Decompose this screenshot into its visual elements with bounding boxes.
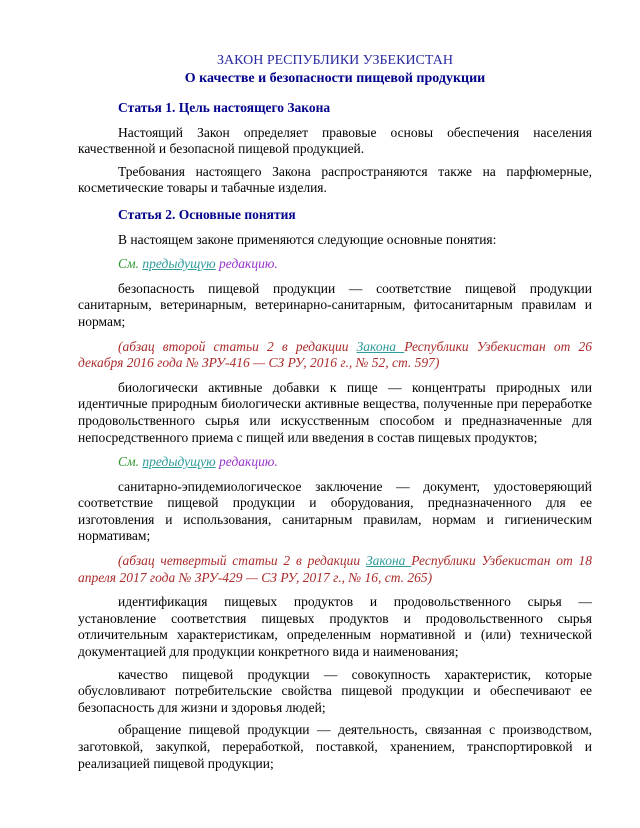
law-link[interactable]: Закона (366, 553, 412, 569)
paragraph: Настоящий Закон определяет правовые основы обеспечения населения качественной и безопасной пищевой продукцией. (78, 124, 592, 157)
document-subtitle: О качестве и безопасности пищевой продукции (184, 71, 486, 86)
paragraph: обращение пищевой продукции — деятельность, связанная с производством, заготовкой, закупкой, переработкой, поставкой, хранением, транспортировкой и реализацией пищевой продукции; (78, 722, 592, 771)
paragraph: В настоящем законе применяются следующие основные понятия: (118, 231, 497, 247)
see-note-prefix: См. (118, 256, 143, 272)
previous-edition-link[interactable]: предыдущую (142, 256, 216, 272)
amendment-text-after: Республики Узбекистан от 26 декабря 2016 года № ЗРУ-416 — СЗ РУ, 2016 г., № 52, ст. 597) (78, 338, 592, 371)
paragraph: биологически активные добавки к пище — концентраты природных или идентичные природным биологически активные вещества, полученные при переработке продовольственного сырья или искусственным способом и предназначенные для непосредственного приема с пищей или введения в состав пищевых продуктов; (78, 379, 592, 445)
previous-edition-link[interactable]: предыдущую (142, 454, 216, 470)
paragraph: безопасность пищевой продукции — соответствие пищевой продукции санитарным, ветеринарным, ветеринарно-санитарным, фитосанитарным правилам и нормам; (78, 280, 592, 329)
amendment-text-after: Республики Узбекистан от 18 апреля 2017 года № ЗРУ-429 — СЗ РУ, 2017 г., № 16, ст. 265) (78, 553, 593, 585)
see-previous-edition-note (78, 454, 592, 471)
paragraph: санитарно-эпидемиологическое заключение — документ, удостоверяющий соответствие пищевой продукции и оборудования, предназначенного для ее изготовления и использования, санитарным правилам, нормам и гигиеническим нормативам; (78, 478, 592, 544)
amendment-note (78, 553, 592, 586)
see-note-suffix: редакцию. (215, 256, 278, 272)
amendment-text-before: (абзац четвертый статьи 2 в редакции (118, 553, 366, 569)
article-2-heading: Статья 2. Основные понятия (118, 206, 296, 222)
law-link[interactable]: Закона (356, 338, 405, 354)
paragraph: качество пищевой продукции — совокупность характеристик, которые обусловливают потребительские свойства пищевой продукции и обеспечивают ее безопасность для жизни и здоровья людей; (78, 666, 592, 715)
paragraph: Требования настоящего Закона распространяются также на парфюмерные, косметические товары и табачные изделия. (78, 163, 592, 196)
amendment-text-before: (абзац второй статьи 2 в редакции (118, 338, 357, 354)
article-1-heading: Статья 1. Цель настоящего Закона (118, 100, 331, 115)
see-note-prefix: См. (118, 454, 143, 470)
paragraph: идентификация пищевых продуктов и продовольственного сырья — установление соответствия пищевых продуктов и продовольственного сырья отличительным характеристикам, определенным нормативной и (или) технической документацией для продукции конкретного вида и наименования; (78, 594, 592, 660)
document-body (78, 100, 592, 772)
amendment-note (78, 339, 592, 372)
see-note-suffix: редакцию. (215, 454, 278, 470)
see-previous-edition-note (78, 256, 592, 273)
document-title: ЗАКОН РЕСПУБЛИКИ УЗБЕКИСТАН (217, 53, 453, 68)
